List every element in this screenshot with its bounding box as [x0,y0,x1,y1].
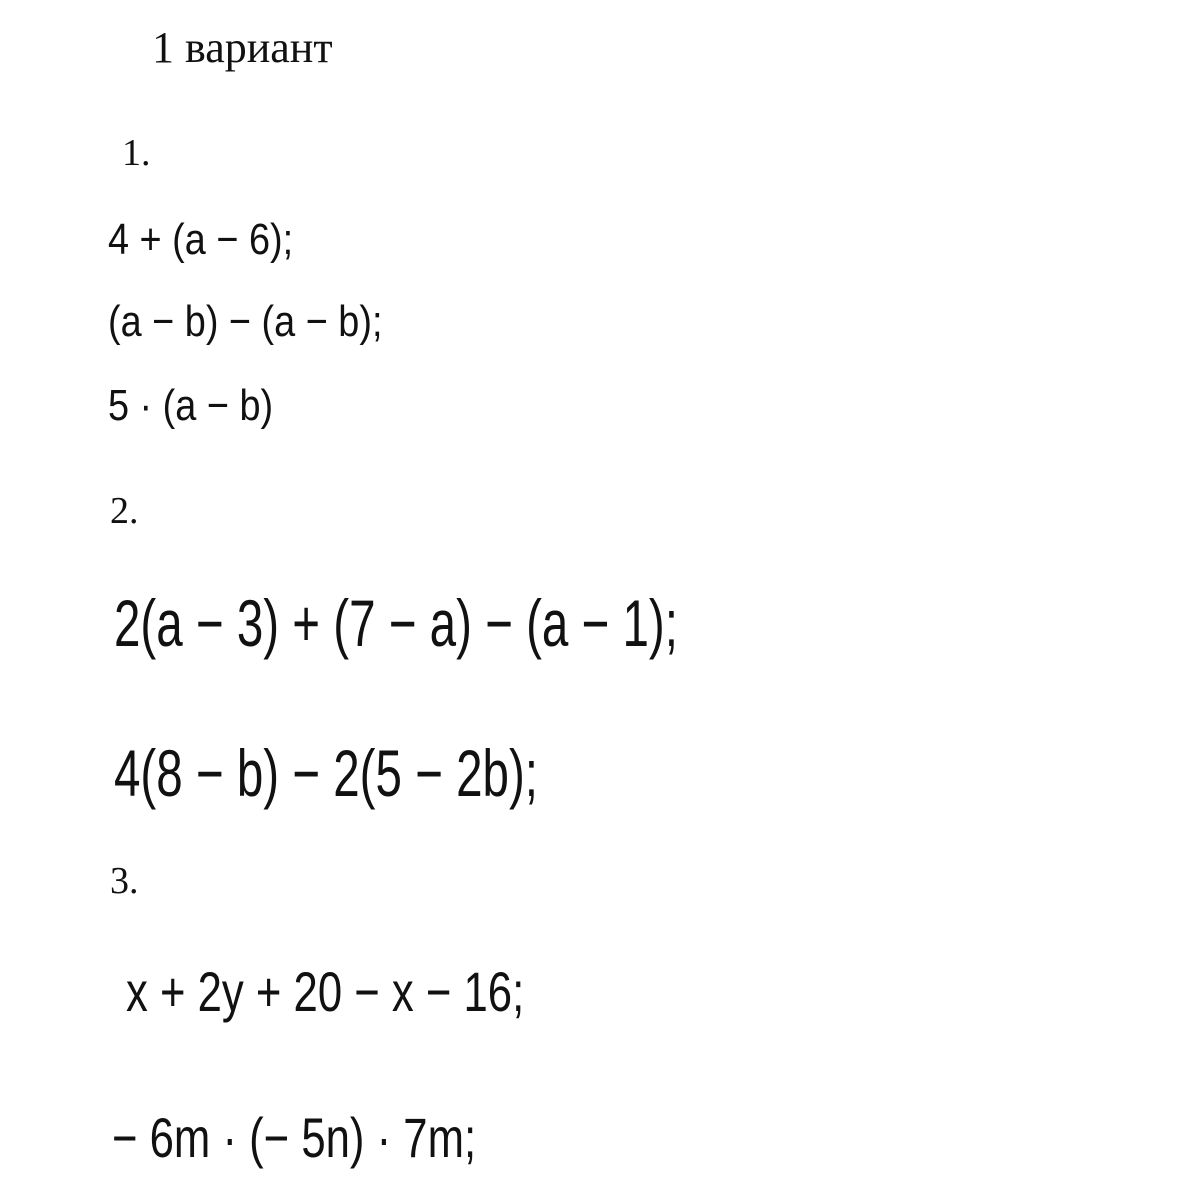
expression-3-1: x + 2y + 20 − x − 16; [126,960,525,1023]
expression-2-1: 2(a − 3) + (7 − a) − (a − 1); [114,586,678,660]
task-number-1: 1. [122,132,151,174]
expression-1-1: 4 + (a − 6); [108,215,294,264]
expression-1-2: (a − b) − (a − b); [108,297,383,346]
expression-2-2: 4(8 − b) − 2(5 − 2b); [114,736,538,810]
task-number-3: 3. [110,860,139,902]
expression-1-3: 5 · (a − b) [108,381,274,430]
expression-3-2: − 6m · (− 5n) · 7m; [112,1106,477,1169]
document-title: 1 вариант [152,23,333,72]
task-number-2: 2. [110,490,139,532]
